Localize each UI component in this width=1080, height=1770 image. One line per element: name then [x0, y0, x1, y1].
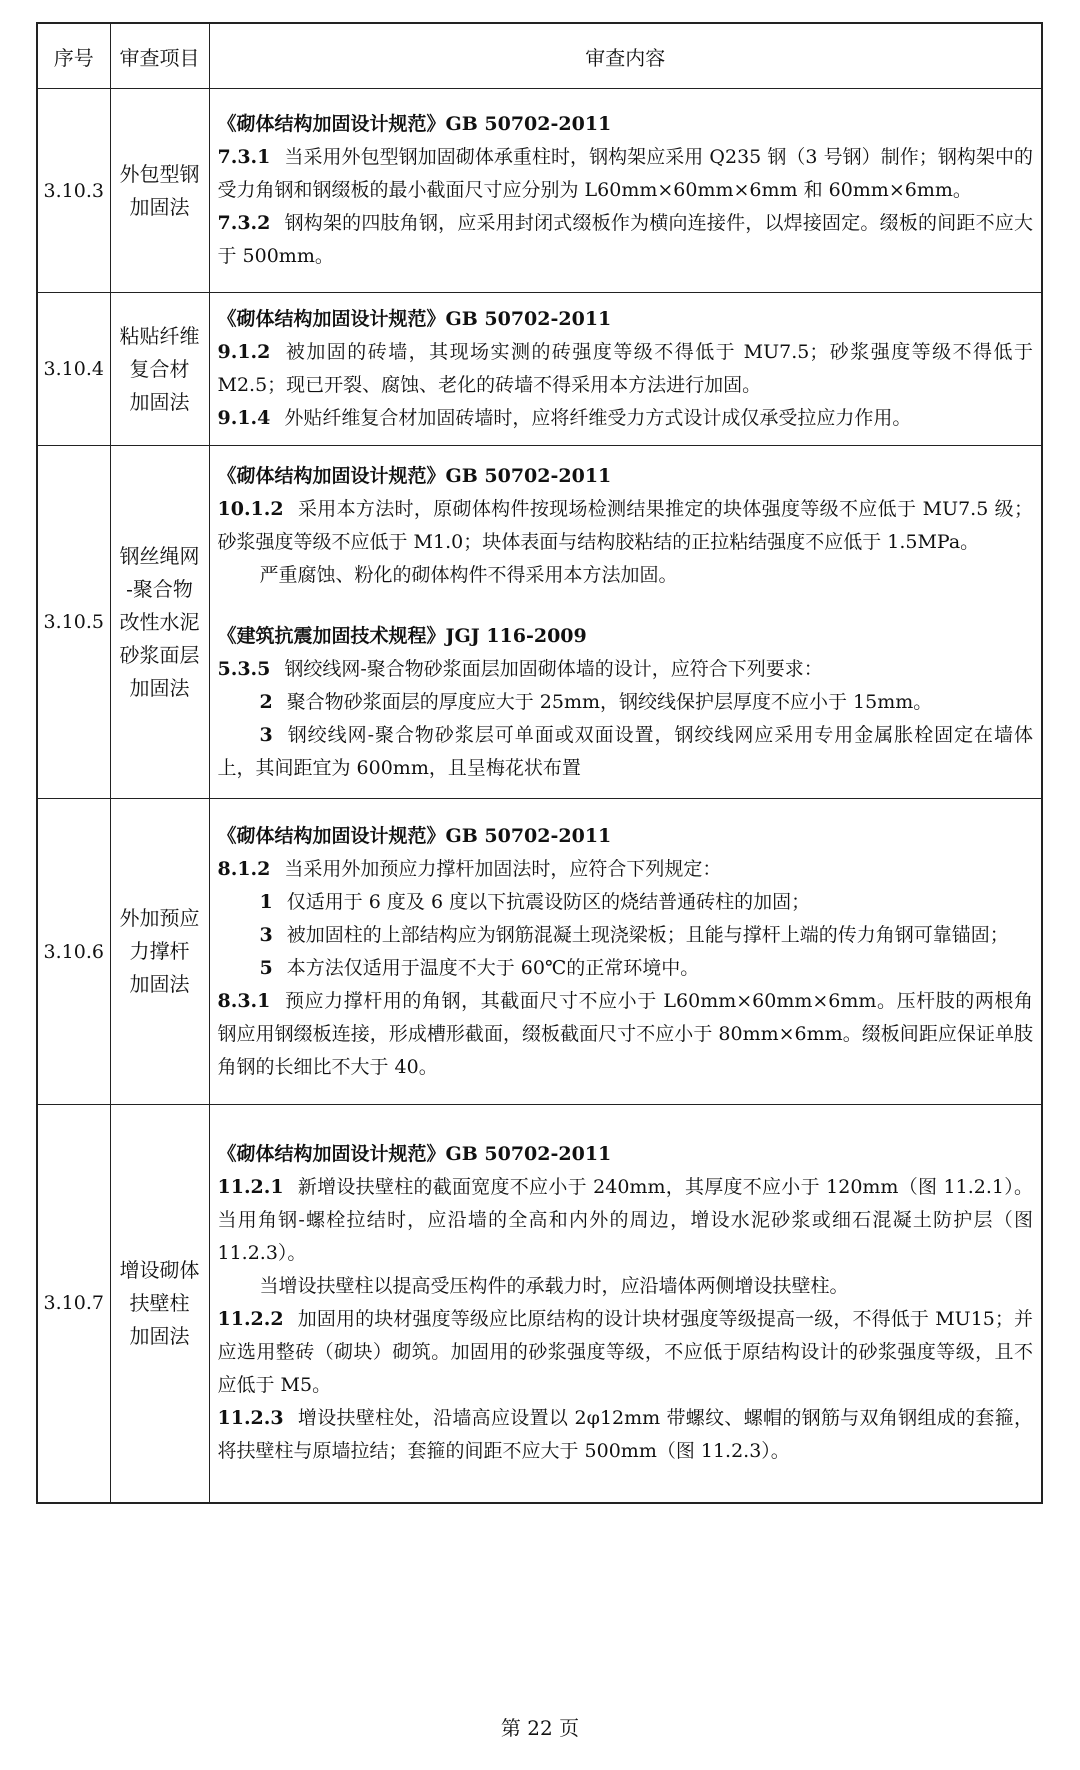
clause-number: 9.1.2 [217, 341, 271, 363]
item-line: 粘贴纤维 [119, 323, 200, 348]
item-line: 复合材 [129, 356, 190, 381]
table-row [37, 799, 1042, 1105]
sub-item [218, 686, 1034, 719]
standard-title: 《砌体结构加固设计规范》GB 50702-2011 [217, 824, 612, 847]
item-line: 加固法 [129, 389, 190, 414]
table-row [37, 89, 1042, 293]
sub-item [218, 886, 1034, 919]
row-item [110, 1105, 209, 1503]
clause-text: 当采用外加预应力撑杆加固法时，应符合下列规定： [284, 857, 722, 880]
clause [218, 493, 1034, 559]
clause-number: 10.1.2 [217, 497, 284, 520]
clause-number: 3 [259, 923, 273, 946]
clause-number: 11.2.3 [217, 1407, 284, 1430]
row-seq: 3.10.3 [37, 89, 110, 293]
page-number: 第 22 页 [500, 1716, 580, 1740]
clause-text: 增设扶壁柱处，沿墙高应设置以 2φ12mm 带螺纹、螺帽的钢筋与双角钢组成的套箍，将扶壁柱与原墙拉结；套箍的间距不应大于 500mm（图 11.2.3）。 [217, 1407, 1033, 1463]
standard-title: 《砌体结构加固设计规范》GB 50702-2011 [217, 308, 612, 330]
item-line: 扶壁柱 [129, 1290, 190, 1315]
item-line: 砂浆面层 [119, 642, 200, 667]
clause-text: 钢构架的四肢角钢，应采用封闭式缀板作为横向连接件，以焊接固定。缀板的间距不应大于 500mm。 [217, 212, 1033, 267]
clause-number: 7.3.1 [217, 146, 271, 168]
clause-number: 3 [259, 723, 273, 746]
header-content: 审查内容 [209, 23, 1042, 89]
item-line: 加固法 [129, 1323, 190, 1348]
review-table [36, 22, 1043, 1504]
standard-title: 《建筑抗震加固技术规程》JGJ 116-2009 [217, 624, 587, 647]
clause-number: 11.2.1 [217, 1176, 284, 1199]
table-row [37, 446, 1042, 799]
clause [218, 207, 1034, 273]
sub-item [218, 919, 1034, 952]
paragraph: 当增设扶壁柱以提高受压构件的承载力时，应沿墙体两侧增设扶壁柱。 [259, 1275, 849, 1298]
row-seq: 3.10.6 [37, 799, 110, 1105]
row-item [110, 89, 209, 293]
clause-text: 钢绞线网-聚合物砂浆层可单面或双面设置，钢绞线网应采用专用金属胀栓固定在墙体上，其间距宜为 600mm，且呈梅花状布置 [217, 723, 1033, 779]
item-line: 外加预应 [119, 906, 200, 930]
clause-text: 被加固的砖墙，其现场实测的砖强度等级不得低于 MU7.5；砂浆强度等级不得低于 M2.5；现已开裂、腐蚀、老化的砖墙不得采用本方法进行加固。 [217, 341, 1033, 396]
clause-text: 当采用外包型钢加固砌体承重柱时，钢构架应采用 Q235 钢（3 号钢）制作；钢构架中的受力角钢和钢缀板的最小截面尺寸应分别为 L60mm×60mm×6mm 和 60mm×6mm。 [217, 146, 1033, 201]
clause-text: 外贴纤维复合材加固砖墙时，应将纤维受力方式设计成仅承受拉应力作用。 [284, 407, 912, 429]
clause [218, 985, 1034, 1084]
paragraph: 严重腐蚀、粉化的砌体构件不得采用本方法加固。 [259, 563, 678, 586]
item-line: 加固法 [129, 972, 190, 996]
clause-text: 仅适用于 6 度及 6 度以下抗震设防区的烧结普通砖柱的加固； [286, 890, 811, 913]
row-seq: 3.10.5 [37, 446, 110, 799]
standard-title: 《砌体结构加固设计规范》GB 50702-2011 [217, 1143, 612, 1166]
header-item: 审查项目 [110, 23, 209, 89]
clause-number: 8.3.1 [217, 989, 271, 1012]
item-line: 增设砌体 [119, 1257, 200, 1282]
item-line: 改性水泥 [119, 609, 200, 634]
row-content [209, 89, 1042, 293]
clause [218, 1402, 1034, 1468]
clause-text: 预应力撑杆用的角钢，其截面尺寸不应小于 L60mm×60mm×6mm。压杆肢的两根角钢应用钢缀板连接，形成槽形截面，缀板截面尺寸不应小于 80mm×6mm。缀板间距应保证单肢角钢的长细比不大于 40。 [217, 989, 1033, 1078]
clause-number: 5.3.5 [217, 657, 271, 680]
clause-text: 被加固柱的上部结构应为钢筋混凝土现浇梁板；且能与撑杆上端的传力角钢可靠锚固； [286, 923, 1009, 946]
clause [218, 402, 1034, 435]
clause-text: 采用本方法时，原砌体构件按现场检测结果推定的块体强度等级不应低于 MU7.5 级；砂浆强度等级不应低于 M1.0；块体表面与结构胶粘结的正拉粘结强度不应低于 1.5MPa。 [217, 497, 1033, 553]
standard-title: 《砌体结构加固设计规范》GB 50702-2011 [217, 464, 612, 487]
clause-number: 1 [259, 890, 273, 913]
item-line: 外包型钢 [119, 161, 200, 186]
sub-item [218, 719, 1034, 785]
header-row [37, 23, 1042, 89]
clause-text: 本方法仅适用于温度不大于 60℃的正常环境中。 [286, 956, 700, 979]
item-line: 钢丝绳网 [119, 543, 200, 568]
row-content [209, 799, 1042, 1105]
row-item [110, 446, 209, 799]
row-content [209, 293, 1042, 446]
clause-text: 钢绞线网-聚合物砂浆面层加固砌体墙的设计，应符合下列要求： [284, 657, 823, 680]
spacer [218, 592, 1034, 620]
sub-item [218, 952, 1034, 985]
item-line: -聚合物 [126, 576, 193, 601]
header-seq: 序号 [37, 23, 110, 89]
clause [218, 336, 1034, 402]
clause [218, 1171, 1034, 1270]
row-seq: 3.10.7 [37, 1105, 110, 1503]
clause-number: 9.1.4 [217, 407, 271, 429]
clause [218, 141, 1034, 207]
clause-text: 新增设扶壁柱的截面宽度不应小于 240mm，其厚度不应小于 120mm（图 11.2.1）。当用角钢-螺栓拉结时，应沿墙的全高和内外的周边，增设水泥砂浆或细石混凝土防护层（图 11.2.3）。 [217, 1176, 1033, 1265]
clause-text: 聚合物砂浆面层的厚度应大于 25mm，钢绞线保护层厚度不应小于 15mm。 [286, 690, 933, 713]
table-row [37, 1105, 1042, 1503]
item-line: 加固法 [129, 194, 190, 219]
item-line: 加固法 [129, 675, 190, 700]
clause-number: 7.3.2 [217, 212, 271, 234]
clause-number: 11.2.2 [217, 1308, 284, 1331]
row-content [209, 1105, 1042, 1503]
clause-text: 加固用的块材强度等级应比原结构的设计块材强度等级提高一级，不得低于 MU15；并应选用整砖（砌块）砌筑。加固用的砂浆强度等级，不应低于原结构设计的砂浆强度等级，且不应低于 M5。 [217, 1308, 1033, 1397]
row-content [209, 446, 1042, 799]
clause-number: 2 [259, 690, 273, 713]
clause-number: 5 [259, 956, 273, 979]
item-line: 力撑杆 [129, 939, 190, 963]
row-item [110, 293, 209, 446]
clause-number: 8.1.2 [217, 857, 271, 880]
clause [218, 653, 1034, 686]
clause [218, 1303, 1034, 1402]
clause [218, 853, 1034, 886]
standard-title: 《砌体结构加固设计规范》GB 50702-2011 [217, 113, 612, 135]
table-row [37, 293, 1042, 446]
row-seq: 3.10.4 [37, 293, 110, 446]
row-item [110, 799, 209, 1105]
